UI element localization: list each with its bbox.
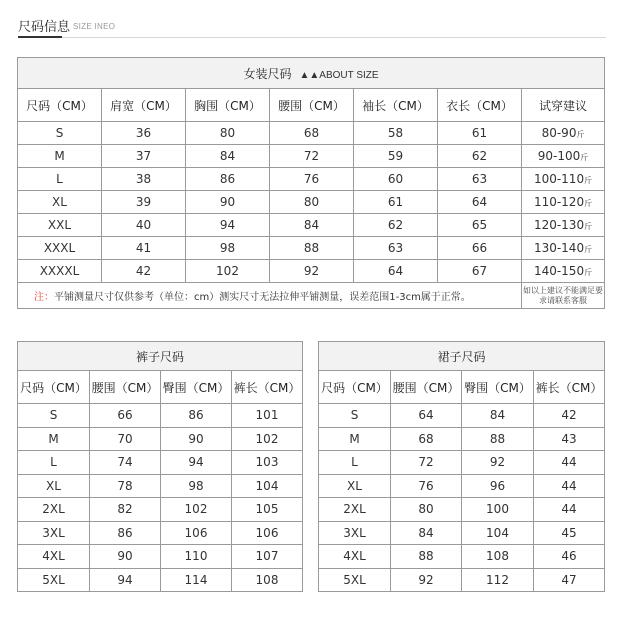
cell-hip: 106 bbox=[161, 521, 232, 545]
col-header-shoulder: 肩宽（CM） bbox=[102, 89, 186, 122]
section-header bbox=[18, 10, 606, 40]
table-caption bbox=[18, 58, 605, 89]
cell-waist: 86 bbox=[90, 521, 161, 545]
cell-length: 62 bbox=[438, 145, 522, 168]
cell-size: 4XL bbox=[18, 545, 90, 569]
col-header-size: 尺码（CM） bbox=[18, 371, 90, 404]
cell-size: L bbox=[319, 451, 391, 475]
cell-waist: 76 bbox=[270, 168, 354, 191]
cell-bust: 94 bbox=[186, 214, 270, 237]
measurement-note bbox=[18, 283, 522, 309]
header-row bbox=[319, 371, 605, 404]
table-row bbox=[18, 237, 605, 260]
col-header-length: 裤长（CM） bbox=[534, 371, 605, 404]
header-row bbox=[18, 89, 605, 122]
cell-length: 65 bbox=[438, 214, 522, 237]
cell-shoulder: 36 bbox=[102, 122, 186, 145]
caption-cn: 女装尺码 bbox=[243, 66, 292, 81]
weight-unit: 斤 bbox=[576, 130, 585, 139]
cell-size: 2XL bbox=[319, 498, 391, 522]
cell-waist: 82 bbox=[90, 498, 161, 522]
cell-size: 5XL bbox=[18, 568, 90, 592]
cell-waist: 90 bbox=[90, 545, 161, 569]
cell-length: 45 bbox=[534, 521, 605, 545]
table-row bbox=[319, 427, 605, 451]
cell-size: 3XL bbox=[319, 521, 391, 545]
table-row bbox=[18, 214, 605, 237]
cell-waist: 78 bbox=[90, 474, 161, 498]
cell-hip: 110 bbox=[161, 545, 232, 569]
weight-range: 140-150 bbox=[533, 264, 585, 278]
cell-sleeve: 59 bbox=[354, 145, 438, 168]
cell-shoulder: 38 bbox=[102, 168, 186, 191]
table-row bbox=[319, 451, 605, 475]
cell-shoulder: 41 bbox=[102, 237, 186, 260]
cell-length: 44 bbox=[534, 474, 605, 498]
cell-hip: 112 bbox=[462, 568, 534, 592]
table-row bbox=[319, 498, 605, 522]
caption-en: ▲▲ABOUT SIZE bbox=[299, 69, 379, 81]
cell-length: 106 bbox=[232, 521, 303, 545]
cell-hip: 98 bbox=[161, 474, 232, 498]
table-row bbox=[18, 191, 605, 214]
cell-size: XL bbox=[18, 191, 102, 214]
cell-length: 101 bbox=[232, 404, 303, 428]
table-row bbox=[319, 474, 605, 498]
table-row bbox=[18, 451, 303, 475]
cell-bust: 86 bbox=[186, 168, 270, 191]
cell-advice bbox=[522, 237, 605, 260]
cell-length: 103 bbox=[232, 451, 303, 475]
cell-shoulder: 40 bbox=[102, 214, 186, 237]
cell-advice bbox=[522, 191, 605, 214]
cell-sleeve: 63 bbox=[354, 237, 438, 260]
table-row bbox=[18, 122, 605, 145]
cell-length: 43 bbox=[534, 427, 605, 451]
table-row bbox=[18, 168, 605, 191]
cell-waist: 66 bbox=[90, 404, 161, 428]
cell-size: S bbox=[319, 404, 391, 428]
cell-bust: 102 bbox=[186, 260, 270, 283]
col-header-length: 衣长（CM） bbox=[438, 89, 522, 122]
col-header-advice: 试穿建议 bbox=[522, 89, 605, 122]
cell-advice bbox=[522, 260, 605, 283]
cell-hip: 86 bbox=[161, 404, 232, 428]
advice-note: 如以上建议不能满足要求请联系客服 bbox=[522, 283, 605, 309]
cell-waist: 92 bbox=[391, 568, 462, 592]
cell-advice bbox=[522, 214, 605, 237]
table-row bbox=[319, 521, 605, 545]
cell-hip: 84 bbox=[462, 404, 534, 428]
col-header-bust: 胸围（CM） bbox=[186, 89, 270, 122]
col-header-sleeve: 袖长（CM） bbox=[354, 89, 438, 122]
table-caption: 裤子尺码 bbox=[18, 342, 303, 371]
cell-sleeve: 61 bbox=[354, 191, 438, 214]
cell-size: 3XL bbox=[18, 521, 90, 545]
header-row bbox=[18, 371, 303, 404]
cell-length: 64 bbox=[438, 191, 522, 214]
cell-hip: 108 bbox=[462, 545, 534, 569]
cell-waist: 94 bbox=[90, 568, 161, 592]
cell-size: XXXL bbox=[18, 237, 102, 260]
cell-advice bbox=[522, 168, 605, 191]
table-row bbox=[18, 145, 605, 168]
col-header-waist: 腰围（CM） bbox=[270, 89, 354, 122]
cell-length: 104 bbox=[232, 474, 303, 498]
cell-hip: 102 bbox=[161, 498, 232, 522]
cell-hip: 100 bbox=[462, 498, 534, 522]
cell-advice bbox=[522, 122, 605, 145]
note-prefix: 注： bbox=[34, 292, 54, 303]
women-size-table bbox=[17, 57, 605, 309]
cell-waist: 72 bbox=[391, 451, 462, 475]
cell-length: 108 bbox=[232, 568, 303, 592]
cell-waist: 64 bbox=[391, 404, 462, 428]
table-row bbox=[319, 545, 605, 569]
cell-waist: 74 bbox=[90, 451, 161, 475]
cell-length: 44 bbox=[534, 451, 605, 475]
cell-size: XXXXL bbox=[18, 260, 102, 283]
table-row bbox=[18, 427, 303, 451]
col-header-hip: 臀围（CM） bbox=[462, 371, 534, 404]
cell-length: 46 bbox=[534, 545, 605, 569]
table-row bbox=[18, 260, 605, 283]
cell-size: 5XL bbox=[319, 568, 391, 592]
cell-size: M bbox=[319, 427, 391, 451]
cell-waist: 80 bbox=[391, 498, 462, 522]
cell-shoulder: 37 bbox=[102, 145, 186, 168]
cell-length: 105 bbox=[232, 498, 303, 522]
cell-bust: 80 bbox=[186, 122, 270, 145]
cell-waist: 84 bbox=[270, 214, 354, 237]
weight-unit: 斤 bbox=[584, 245, 593, 254]
title-underline bbox=[18, 36, 62, 38]
weight-range: 130-140 bbox=[533, 241, 585, 255]
weight-unit: 斤 bbox=[580, 153, 589, 162]
cell-advice bbox=[522, 145, 605, 168]
weight-unit: 斤 bbox=[584, 176, 593, 185]
table-caption: 裙子尺码 bbox=[319, 342, 605, 371]
weight-range: 80-90 bbox=[541, 126, 577, 140]
cell-size: M bbox=[18, 145, 102, 168]
table-row bbox=[18, 404, 303, 428]
cell-length: 66 bbox=[438, 237, 522, 260]
cell-waist: 92 bbox=[270, 260, 354, 283]
cell-waist: 84 bbox=[391, 521, 462, 545]
cell-length: 61 bbox=[438, 122, 522, 145]
cell-length: 63 bbox=[438, 168, 522, 191]
cell-shoulder: 39 bbox=[102, 191, 186, 214]
cell-size: 2XL bbox=[18, 498, 90, 522]
col-header-length: 裤长（CM） bbox=[232, 371, 303, 404]
section-subtitle: SIZE INEO bbox=[73, 22, 116, 31]
skirt-size-table bbox=[318, 341, 605, 592]
section-title: 尺码信息 bbox=[18, 20, 71, 35]
cell-sleeve: 64 bbox=[354, 260, 438, 283]
weight-range: 90-100 bbox=[537, 149, 581, 163]
table-row bbox=[18, 474, 303, 498]
weight-range: 120-130 bbox=[533, 218, 585, 232]
cell-waist: 88 bbox=[391, 545, 462, 569]
cell-size: M bbox=[18, 427, 90, 451]
header-divider bbox=[18, 37, 606, 38]
cell-sleeve: 62 bbox=[354, 214, 438, 237]
note-text: 平铺测量尺寸仅供参考（单位：cm）测实尺寸无法拉伸平铺测量，误差范围1-3cm属于正常。 bbox=[54, 292, 471, 303]
cell-waist: 68 bbox=[270, 122, 354, 145]
cell-sleeve: 58 bbox=[354, 122, 438, 145]
col-header-hip: 臀围（CM） bbox=[161, 371, 232, 404]
weight-range: 110-120 bbox=[533, 195, 585, 209]
table-row bbox=[18, 568, 303, 592]
cell-size: S bbox=[18, 122, 102, 145]
weight-unit: 斤 bbox=[584, 268, 593, 277]
weight-range: 100-110 bbox=[533, 172, 585, 186]
cell-hip: 114 bbox=[161, 568, 232, 592]
cell-hip: 104 bbox=[462, 521, 534, 545]
pants-size-table bbox=[17, 341, 303, 592]
cell-size: XL bbox=[18, 474, 90, 498]
cell-length: 102 bbox=[232, 427, 303, 451]
table-row bbox=[18, 521, 303, 545]
weight-unit: 斤 bbox=[584, 199, 593, 208]
cell-bust: 84 bbox=[186, 145, 270, 168]
cell-sleeve: 60 bbox=[354, 168, 438, 191]
weight-unit: 斤 bbox=[584, 222, 593, 231]
cell-waist: 72 bbox=[270, 145, 354, 168]
cell-size: L bbox=[18, 168, 102, 191]
cell-length: 42 bbox=[534, 404, 605, 428]
cell-bust: 90 bbox=[186, 191, 270, 214]
table-row bbox=[319, 568, 605, 592]
cell-length: 44 bbox=[534, 498, 605, 522]
cell-hip: 96 bbox=[462, 474, 534, 498]
table-row bbox=[18, 498, 303, 522]
cell-hip: 94 bbox=[161, 451, 232, 475]
cell-hip: 88 bbox=[462, 427, 534, 451]
cell-shoulder: 42 bbox=[102, 260, 186, 283]
cell-size: XL bbox=[319, 474, 391, 498]
table-row bbox=[319, 404, 605, 428]
col-header-size: 尺码（CM） bbox=[18, 89, 102, 122]
cell-length: 47 bbox=[534, 568, 605, 592]
cell-length: 67 bbox=[438, 260, 522, 283]
cell-size: L bbox=[18, 451, 90, 475]
col-header-waist: 腰围（CM） bbox=[391, 371, 462, 404]
col-header-size: 尺码（CM） bbox=[319, 371, 391, 404]
cell-hip: 90 bbox=[161, 427, 232, 451]
cell-waist: 70 bbox=[90, 427, 161, 451]
cell-size: XXL bbox=[18, 214, 102, 237]
cell-waist: 68 bbox=[391, 427, 462, 451]
cell-bust: 98 bbox=[186, 237, 270, 260]
cell-waist: 88 bbox=[270, 237, 354, 260]
cell-size: S bbox=[18, 404, 90, 428]
cell-length: 107 bbox=[232, 545, 303, 569]
cell-size: 4XL bbox=[319, 545, 391, 569]
cell-waist: 80 bbox=[270, 191, 354, 214]
table-row bbox=[18, 545, 303, 569]
col-header-waist: 腰围（CM） bbox=[90, 371, 161, 404]
cell-waist: 76 bbox=[391, 474, 462, 498]
cell-hip: 92 bbox=[462, 451, 534, 475]
